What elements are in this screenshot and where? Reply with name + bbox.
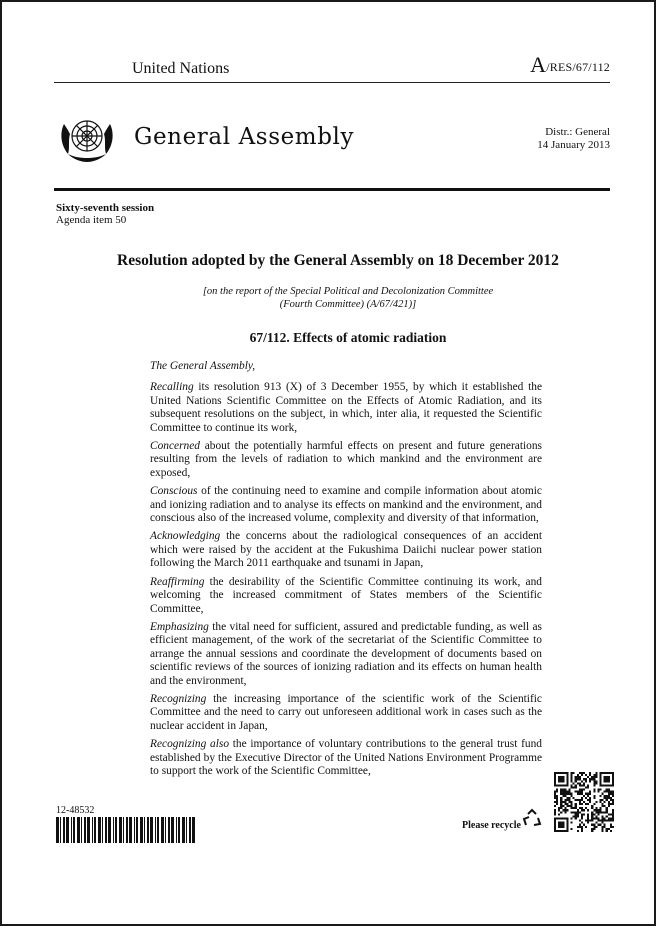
paragraph-keyword: Reaffirming [150, 575, 205, 588]
symbol-prefix: A [530, 52, 547, 77]
resolution-number: 67/112. Effects of atomic radiation [249, 330, 447, 345]
thick-rule [54, 188, 610, 191]
report-line-2: (Fourth Committee) (A/67/421)] [279, 299, 417, 310]
preamble-paragraph [150, 693, 542, 733]
resolution-title: Resolution adopted by the General Assembly on 18 December 2012 [117, 252, 559, 269]
agenda-item: Agenda item 50 [56, 214, 127, 226]
paragraph-keyword: Recognizing [150, 692, 207, 705]
preamble-paragraph [150, 485, 542, 525]
preamble-paragraph [150, 621, 542, 688]
paragraph-text: the concerns about the radiological consequences of an accident which were raised by the accident at the Fukushima Daiichi nuclear power station following the March 2011 earthquake and tsunami in Japan, [150, 530, 542, 570]
paragraph-text: the vital need for sufficient, assured and predictable funding, as well as efficient management, of the work of the secretariat of the Scientific Committee to arrange the annual sessions and coordinate the development of documents based on scientific reviews of the sources of ionizing radiation and its effects on human health and the environment, [150, 620, 542, 687]
preamble-paragraph [150, 530, 542, 570]
session-info [56, 202, 154, 226]
header-rule [54, 82, 610, 83]
paragraph-text: the desirability of the Scientific Committee continuing its work, and welcoming the increased commitment of States members of the Scientific Committee, [150, 575, 542, 615]
report-line-1: [on the report of the Special Political and Decolonization Committee [202, 286, 494, 297]
paragraph-keyword: Concerned [150, 440, 200, 453]
paragraph-text: about the potentially harmful effects on present and future generations resulting from the levels of radiation to which mankind and the environment are exposed, [150, 440, 542, 479]
preamble-paragraph [150, 576, 542, 616]
paragraph-text: its resolution 913 (X) of 3 December 1955, by which it established the United Nations Scientific Committee on the Effects of Atomic Radiation, and its subsequent resolutions on the subject, in which, inter alia, it requested the Scientific Committee to continue its work, [150, 381, 542, 434]
preamble-paragraph [150, 381, 542, 435]
paragraph-keyword: Acknowledging [150, 530, 221, 543]
issue-date: 14 January 2013 [537, 139, 610, 151]
resolution-body [150, 360, 542, 783]
paragraph-text: the importance of voluntary contributions to the general trust fund established by the Executive Director of the United Nations Environment Programme to support the work of the Scientific Committee, [150, 738, 542, 777]
barcode-icon [56, 817, 198, 843]
recycle-icon [521, 808, 543, 830]
paragraph-keyword: Recalling [150, 381, 194, 394]
distribution-info [537, 126, 610, 152]
paragraph-text: of the continuing need to examine and compile information about atomic and ionizing radiation and to analyse its effects on mankind and the environment, and conscious also of the increased volume, complexity and diversity of that information, [150, 485, 542, 525]
document-number: 12-48532 [56, 805, 95, 816]
paragraph-text: the increasing importance of the scientific work of the Scientific Committee and the need to carry out unforeseen additional work in cases such as the nuclear accident in Japan, [150, 692, 542, 732]
organization-name: United Nations [132, 60, 230, 77]
opening-phrase: The General Assembly, [150, 360, 256, 372]
qr-code-icon [554, 772, 614, 832]
session-label: Sixty-seventh session [56, 202, 155, 214]
preamble-paragraph [150, 738, 542, 778]
preamble-paragraph [150, 440, 542, 480]
un-emblem-icon [56, 110, 118, 164]
recycle-label: Please recycle [462, 820, 521, 831]
paragraph-keyword: Conscious [150, 485, 198, 498]
symbol-rest: /RES/67/112 [546, 60, 610, 74]
paragraph-keyword: Emphasizing [150, 620, 209, 633]
body-title: General Assembly [134, 124, 355, 150]
paragraph-keyword: Recognizing also [150, 738, 230, 751]
report-reference [2, 285, 654, 311]
document-symbol [530, 52, 610, 77]
distribution-label: Distr.: General [545, 126, 610, 138]
